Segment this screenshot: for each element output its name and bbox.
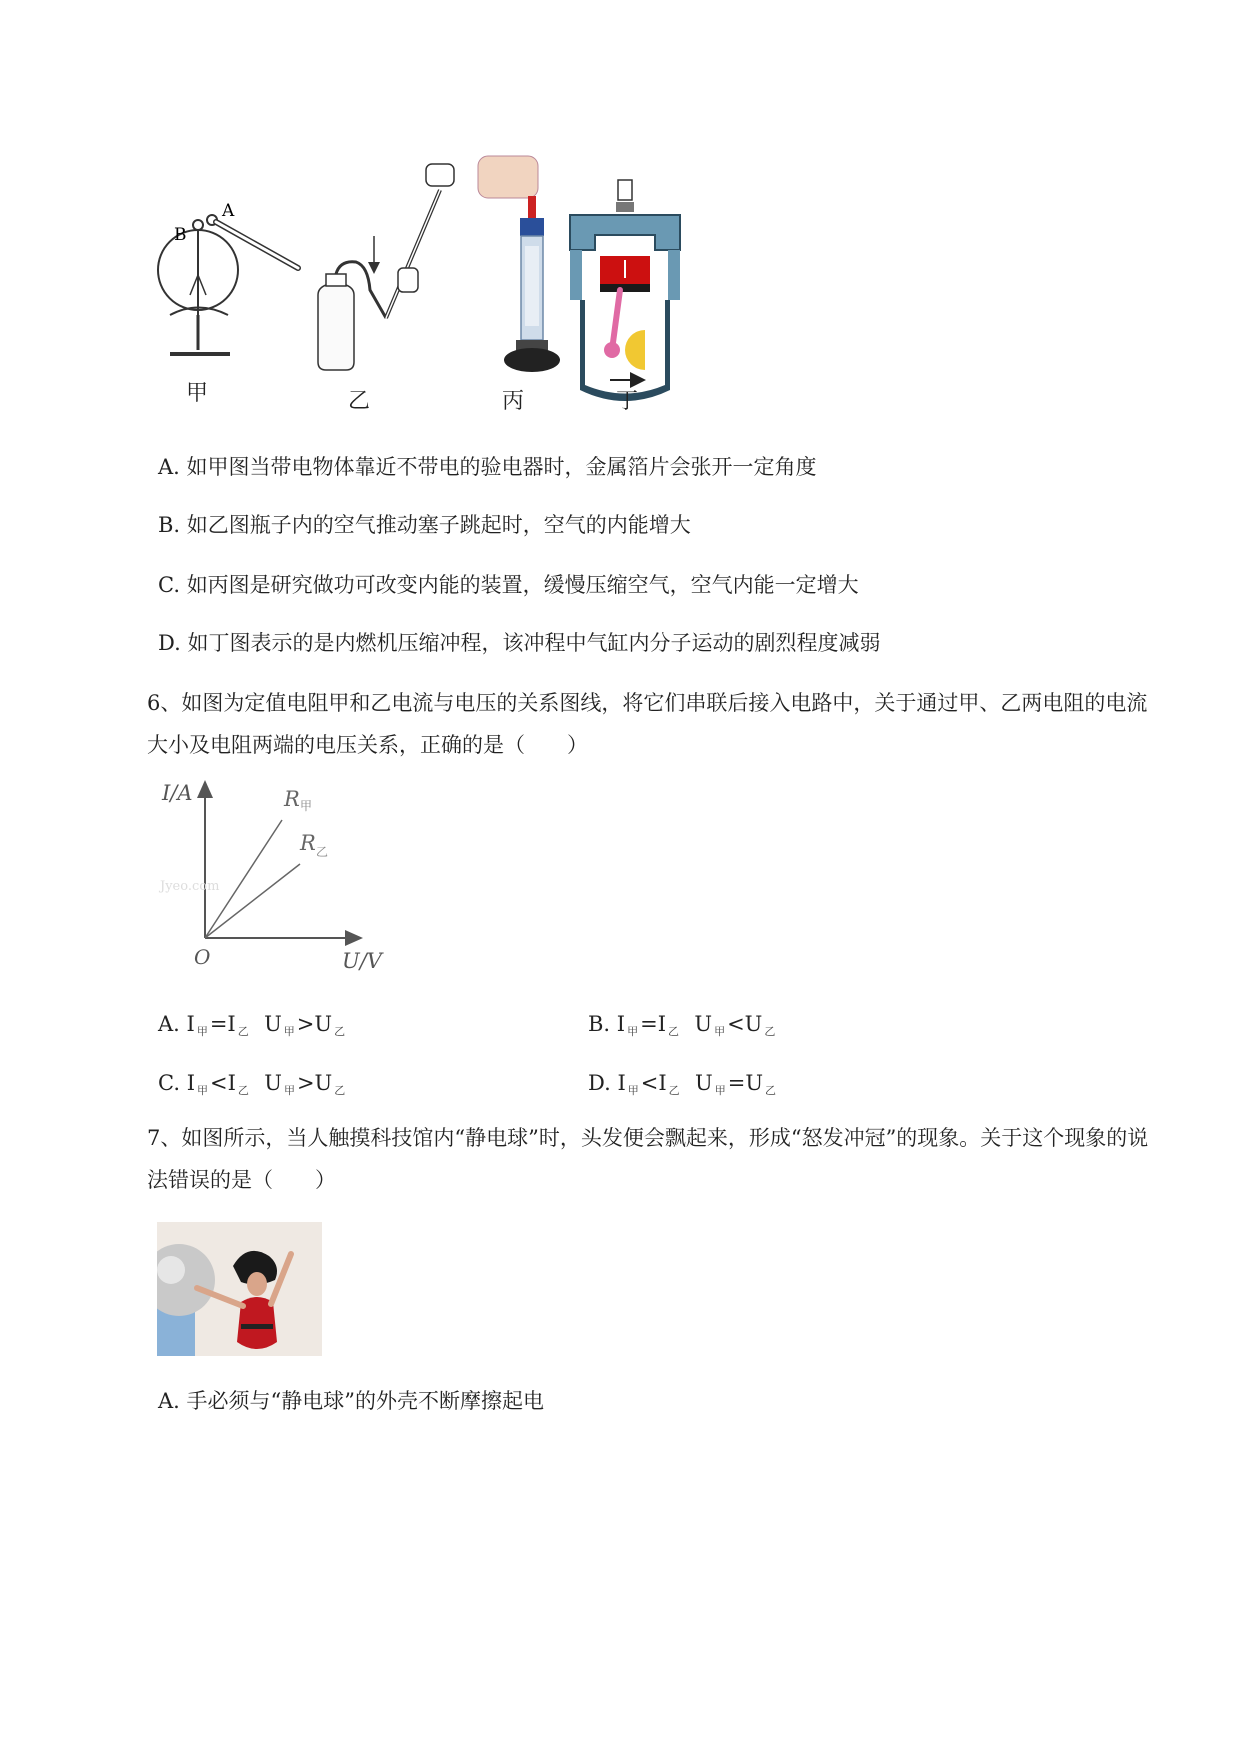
option-part: I — [186, 1012, 195, 1036]
fire-piston-figure — [478, 156, 560, 372]
caption-bing: 丙 — [502, 389, 525, 414]
option-sub: 乙 — [237, 1084, 249, 1097]
iu-graph — [150, 778, 400, 978]
option-letter: B. — [158, 513, 181, 537]
static-ball-photo — [157, 1222, 322, 1356]
option-text: 手必须与“静电球”的外壳不断摩擦起电 — [186, 1389, 545, 1413]
option-text: 如乙图瓶子内的空气推动塞子跳起时，空气的内能增大 — [186, 513, 691, 537]
option-letter: D. — [158, 631, 181, 655]
option-part: I — [616, 1012, 626, 1036]
option-letter: A. — [158, 1012, 180, 1036]
option-letter: D. — [588, 1071, 611, 1095]
option-part: =U — [727, 1071, 764, 1095]
option-letter: A. — [158, 1389, 180, 1413]
q5-option-a[interactable] — [158, 452, 817, 482]
option-part: I — [617, 1071, 626, 1095]
option-text: 如甲图当带电物体靠近不带电的验电器时，金属箔片会张开一定角度 — [186, 455, 817, 479]
engine-figure — [570, 180, 680, 401]
option-letter: A. — [158, 455, 180, 479]
option-part: =I — [209, 1012, 236, 1036]
option-sub: 乙 — [764, 1025, 776, 1038]
option-sub: 甲 — [283, 1084, 295, 1097]
option-sub: 乙 — [668, 1025, 679, 1038]
line-r-yi — [205, 864, 300, 938]
option-letter: C. — [158, 573, 180, 597]
origin-label: O — [194, 945, 211, 969]
q5-option-b[interactable] — [158, 510, 691, 540]
option-part: I — [186, 1071, 195, 1095]
caption-jia: 甲 — [186, 381, 209, 406]
bottle-pump-figure — [318, 164, 454, 370]
option-sub: 乙 — [668, 1084, 680, 1097]
q6-option-c[interactable] — [158, 1068, 347, 1102]
line1-sub: 甲 — [300, 799, 313, 813]
option-part: =I — [640, 1012, 666, 1036]
line2-sub: 乙 — [316, 845, 329, 859]
option-part: <I — [209, 1071, 236, 1095]
option-sub: 甲 — [714, 1025, 726, 1038]
option-part: <I — [640, 1071, 667, 1095]
option-sub: 乙 — [334, 1025, 346, 1038]
caption-ding: 丁 — [616, 389, 639, 414]
watermark: Jyeo.com — [160, 879, 220, 894]
option-sub: 甲 — [196, 1084, 208, 1097]
option-sub: 甲 — [196, 1025, 208, 1038]
label-b: B — [174, 225, 187, 245]
label-a: A — [222, 201, 235, 221]
q6-option-b[interactable] — [588, 1009, 777, 1043]
x-axis-label: U/V — [342, 949, 382, 973]
option-part: >U — [296, 1071, 333, 1095]
line1-label: R — [284, 787, 300, 811]
option-letter: C. — [158, 1071, 180, 1095]
option-sub: 乙 — [237, 1025, 249, 1038]
option-part: U — [264, 1071, 282, 1095]
q7-option-a[interactable] — [158, 1386, 544, 1416]
option-sub: 甲 — [627, 1084, 639, 1097]
option-part: U — [694, 1012, 713, 1036]
q6-option-d[interactable] — [588, 1068, 778, 1102]
q5-figure — [150, 150, 830, 450]
option-part: U — [264, 1012, 282, 1036]
option-letter: B. — [588, 1012, 611, 1036]
line2-label: R — [300, 831, 316, 855]
q6-stem: 6、如图为定值电阻甲和乙电流与电压的关系图线，将它们串联后接入电路中，关于通过甲、乙两电阻的电流大小及电阻两端的电压关系，正确的是（ ） — [147, 691, 1148, 757]
q7-stem: 7、如图所示，当人触摸科技馆内“静电球”时，头发便会飘起来，形成“怒发冲冠”的现象。关于这个现象的说法错误的是（ ） — [147, 1126, 1149, 1192]
option-part: >U — [296, 1012, 333, 1036]
option-part: U — [695, 1071, 713, 1095]
option-sub: 乙 — [765, 1084, 777, 1097]
option-sub: 甲 — [627, 1025, 639, 1038]
caption-yi: 乙 — [348, 389, 371, 414]
y-axis-label: I/A — [162, 781, 193, 805]
electroscope-figure — [158, 201, 298, 354]
option-sub: 甲 — [283, 1025, 295, 1038]
q5-option-c[interactable] — [158, 570, 859, 600]
q6-option-a[interactable] — [158, 1009, 347, 1043]
option-sub: 甲 — [714, 1084, 726, 1097]
option-text: 如丙图是研究做功可改变内能的装置，缓慢压缩空气，空气内能一定增大 — [186, 573, 859, 597]
option-part: <U — [727, 1012, 763, 1036]
q5-option-d[interactable] — [158, 628, 880, 658]
option-text: 如丁图表示的是内燃机压缩冲程，该冲程中气缸内分子运动的剧烈程度减弱 — [187, 631, 881, 655]
option-sub: 乙 — [334, 1084, 346, 1097]
